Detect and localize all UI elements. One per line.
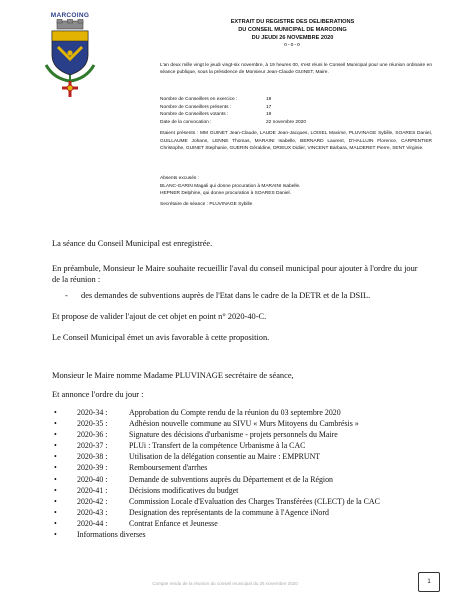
absent-members — [160, 175, 432, 208]
agenda-text: Utilisation de la délégation consentie au Maire : EMPRUNT — [129, 452, 321, 462]
intro-paragraph: L'an deux mille vingt le jeudi vingt-six novembre, à 19 heures 00, s'est réuni le Conseil Municipal pour une réunion ordinaire en séance publique, sous la présidence de Monsieur Jean-Claude GUINET, Maire. — [160, 63, 432, 75]
agenda-text: Designation des représentants de la commune à l'Agence iNord — [129, 507, 329, 517]
page-number: 1 — [418, 572, 440, 592]
count-row — [160, 104, 432, 112]
logo-title: MARCOING — [50, 12, 90, 19]
count-row — [160, 96, 432, 104]
attendance-counts — [160, 96, 432, 126]
agenda-text: Remboursement d'arrhes — [129, 463, 208, 473]
agenda-item — [52, 451, 432, 462]
count-label: Date de la convocation : — [160, 119, 212, 125]
added-item-bullet — [65, 290, 415, 301]
header-line-1: EXTRAIT DU REGISTRE DES DELIBERATIONS — [230, 19, 355, 25]
registry-header — [155, 18, 430, 48]
bullet-icon: • — [54, 408, 57, 417]
agenda-item — [52, 429, 432, 440]
session-secretary: Secrétaire de séance : PLUVINAGE Sybille — [160, 201, 253, 207]
agenda-item — [52, 440, 432, 451]
bullet-icon: • — [54, 474, 57, 484]
count-label: Nombre de Conseillers présents : — [160, 104, 232, 110]
agenda-item — [52, 485, 432, 496]
agenda-code: 2020-44 : — [77, 518, 108, 528]
agenda-code: 2020-37 : — [77, 441, 108, 451]
count-value: 19 — [266, 97, 272, 102]
agenda-text: Contrat Enfance et Jeunesse — [129, 518, 218, 528]
recording-paragraph: La séance du Conseil Municipal est enregistrée. — [52, 239, 213, 248]
agenda-item — [52, 474, 432, 485]
count-value: 19 — [266, 112, 272, 117]
bullet-icon: • — [54, 496, 57, 506]
header-line-3: DU JEUDI 26 NOVEMBRE 2020 — [251, 35, 334, 41]
bullet-icon: • — [54, 507, 57, 517]
agenda-item — [52, 496, 432, 507]
approval-paragraph: Le Conseil Municipal émet un avis favorable à cette proposition. — [52, 333, 270, 342]
count-label: Nombre de Conseillers en exercice : — [160, 97, 238, 102]
bullet-icon: • — [54, 430, 57, 440]
bullet-icon: • — [54, 530, 57, 540]
proposal-paragraph: Et propose de valider l'ajout de cet objet en point n° 2020-40-C. — [52, 312, 267, 321]
agenda-code: 2020-35 : — [77, 419, 108, 429]
bullet-icon: • — [54, 441, 57, 451]
preamble-paragraph: En préambule, Monsieur le Maire souhaite recueillir l'aval du conseil municipal pour ajouter à l'ordre du jour de la réunion : — [52, 264, 418, 284]
agenda-code: 2020-40 : — [77, 474, 108, 484]
absent-line: BLANC-GARIN Magali qui donne procuration à MARAINI Isabelle. — [160, 183, 301, 189]
bullet-icon: • — [54, 485, 57, 495]
agenda-text: PLUi : Transfert de la compétence Urbanisme à la CAC — [129, 441, 306, 451]
bullet-icon: • — [54, 452, 57, 462]
dash-marker: - — [65, 291, 68, 300]
absent-title: Absents excusés : — [160, 176, 199, 181]
agenda-code: 2020-41 : — [77, 485, 108, 495]
count-label: Nombre de Conseillers votants : — [160, 112, 229, 117]
bullet-icon: • — [54, 419, 57, 429]
secretary-appointment: Monsieur le Maire nomme Madame PLUVINAGE secrétaire de séance, — [52, 371, 294, 380]
count-value: 17 — [266, 104, 272, 110]
present-members: Etaient présents : MM GUINET Jean-Claude, LAUDE Jean-Jacques, LOISEL Maxime, PLUVINAGE Sybille, SOARES Daniel, GUILLAUME Johann, LENNE Thomas, MARAINI Isabelle, BERNARD Laurent, D'HALLUIN Florence, CARPENTIER Christophe, GUINET Stephanie, GUERIN Géraldine, DRIEUX Didier, VINCENT Barbara, MALDERET Pierre, SENT Virginie. — [160, 131, 432, 151]
agenda-text: Signature des décisions d'urbanisme - projets personnels du Maire — [129, 430, 338, 440]
count-row — [160, 111, 432, 119]
municipal-logo — [40, 12, 100, 106]
agenda-item — [52, 418, 432, 429]
absent-line: HEPNER Delphine, qui donne procuration à SOARES Daniel. — [160, 191, 291, 196]
agenda-item — [52, 407, 432, 418]
agenda-text: Décisions modificatives du budget — [129, 485, 239, 495]
page-footer: Compte rendu de la réunion du conseil municipal du 26 novembre 2020 — [152, 581, 298, 586]
agenda-item — [52, 462, 432, 473]
coat-of-arms-icon — [40, 19, 100, 101]
agenda-code: 2020-43 : — [77, 507, 108, 517]
agenda-text: Adhésion nouvelle commune au SIVU « Murs Mitoyens du Cambrésis » — [129, 419, 359, 429]
bullet-icon: • — [54, 518, 57, 528]
agenda-code: 2020-39 : — [77, 463, 108, 473]
agenda-text: Approbation du Compte rendu de la réunion du 03 septembre 2020 — [129, 408, 341, 417]
count-value: 22 novembre 2020 — [266, 119, 307, 125]
agenda-item — [52, 529, 432, 540]
agenda-intro: Et annonce l'ordre du jour : — [52, 390, 144, 399]
bullet-icon: • — [54, 463, 57, 473]
agenda-item — [52, 507, 432, 518]
header-separator: o-o-o — [284, 42, 301, 48]
agenda-code: 2020-34 : — [77, 408, 108, 417]
agenda-text: Commission Locale d'Evaluation des Charges Transférées (CLECT) de la CAC — [129, 496, 380, 506]
agenda-text: Demande de subventions auprès du Département et de la Région — [129, 474, 333, 484]
agenda-item — [52, 518, 432, 529]
agenda-code: 2020-42 : — [77, 496, 108, 506]
agenda-list — [52, 407, 432, 540]
agenda-text: Informations diverses — [77, 530, 146, 540]
agenda-code: 2020-36 : — [77, 430, 108, 440]
added-item-text: des demandes de subventions auprès de l'Etat dans le cadre de la DETR et de la DSIL. — [81, 291, 371, 300]
header-line-2: DU CONSEIL MUNICIPAL DE MARCOING — [238, 27, 347, 33]
agenda-code: 2020-38 : — [77, 452, 108, 462]
count-row — [160, 119, 432, 127]
